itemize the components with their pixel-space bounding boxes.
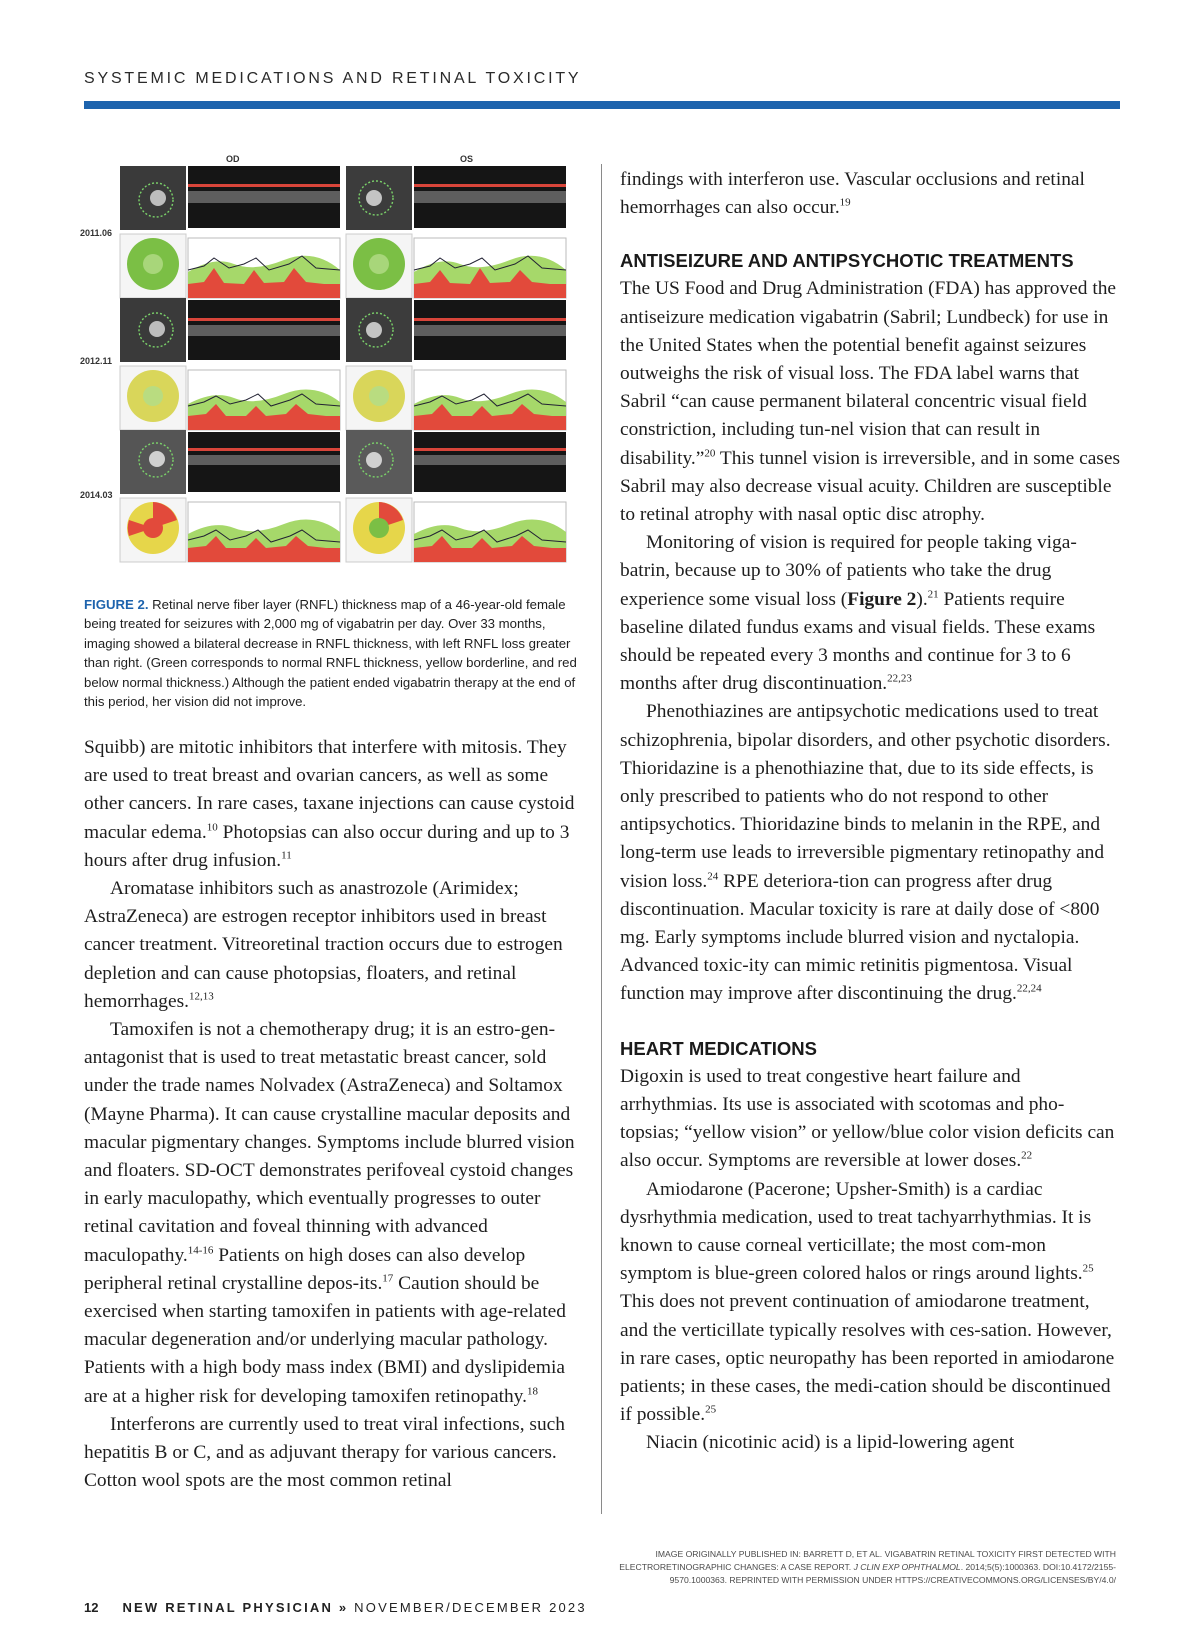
figure-2-image xyxy=(80,154,586,578)
figure-caption xyxy=(84,595,589,711)
paragraph: Phenothiazines are antipsychotic medications used to treat schizophrenia, bipolar disorders, and other psychotic disorders. Thioridazine is a phenothiazine that, due to its side effects, is only prescribed to patients who do not respond to other antipsychotics. Thioridazine binds to melanin in the RPE, and long-term use leads to irreversible pigmentary retinopathy and vision loss.$^{24}$ RPE deteriora-tion can progress after drug discontinuation. Macular toxicity is rare at daily dose of <800 mg. Early symptoms include blurred vision and nyctalopia. Advanced toxic-ity can mimic retinitis pigmentosa. Visual function may improve after discontinuing the drug.$^{22,24}$ xyxy=(620,701,1111,1005)
column-divider xyxy=(601,164,602,1514)
paragraph: Aromatase inhibitors such as anastrozole (Arimidex; AstraZeneca) are estrogen receptor inhibitors used in breast cancer treatment. Vitreoretinal traction occurs due to estrogen depletion and can cause photopsias, floaters, and retinal hemorrhages.$^{12,13}$ xyxy=(84,878,563,1012)
paragraph: Interferons are currently used to treat viral infections, such hepatitis B or C, and as adjuvant therapy for various cancers. Cotton wool spots are the most common retinal xyxy=(84,1413,565,1492)
citation: 22,23 xyxy=(887,672,912,685)
running-head: SYSTEMIC MEDICATIONS AND RETINAL TOXICITY xyxy=(84,70,582,87)
date-label: 2011.06 xyxy=(80,228,113,238)
rnfl-figure-svg xyxy=(80,154,586,578)
citation: 25 xyxy=(1082,1262,1094,1275)
figure-reference: Figure 2 xyxy=(847,588,917,610)
paragraph: Amiodarone (Pacerone; Upsher-Smith) is a cardiac dysrhythmia medication, used to treat tachyarrhythmias. It is known to cause corneal verticillate; the most com-mon symptom is blue-green colored halos or rings around lights.$^{25}$ This does not prevent continuation of amiodarone treatment, and the verticillate typically resolves with ces-sation. However, in rare cases, optic neuropathy has been reported in amiodarone patients; in these cases, the medi-cation should be discontinued if possible.$^{25}$ xyxy=(620,1178,1115,1426)
figure-label: FIGURE 2. xyxy=(84,597,149,612)
citation: 11 xyxy=(281,849,292,862)
paragraph: The US Food and Drug Administration (FDA) has approved the antiseizure medication vigabatrin (Sabril; Lundbeck) for use in the United States when the potential benefit against seizures outweighs the risk of visual loss. The FDA label warns that Sabril “can cause permanent bilateral concentric visual field constriction, including tun-nel vision that can result in disability.”$^{20}$ This tunnel vision is irreversible, and in some cases Sabril may also decrease visual acuity. Children are susceptible to retinal atrophy with nasal optic disc atrophy. xyxy=(620,278,1120,526)
paragraph: findings with interferon use. Vascular occlusions and retinal hemorrhages can also occur.$^{19}$ xyxy=(620,169,1085,219)
date-label: 2014.03 xyxy=(80,490,113,500)
citation: 22,24 xyxy=(1016,983,1042,996)
eye-label-os: OS xyxy=(460,154,474,164)
citation: 24 xyxy=(707,870,719,883)
section-heading: HEART MEDICATIONS xyxy=(620,1037,817,1059)
paragraph: Monitoring of vision is required for people taking viga-batrin, because up to 30% of patients who take the drug experience some visual loss (Figure 2).$^{21}$ Patients require baseline dilated fundus exams and visual fields. These exams should be repeated every 3 months and continue for 3 to 6 months after drug discontinuation.$^{22,23}$ xyxy=(620,532,1096,695)
eye-label-od: OD xyxy=(226,154,240,164)
section-heading: ANTISEIZURE AND ANTIPSYCHOTIC TREATMENTS xyxy=(620,250,1074,272)
citation: 21 xyxy=(927,588,939,601)
citation: 10 xyxy=(206,821,218,834)
left-column xyxy=(84,734,592,1495)
date-label: 2012.11 xyxy=(80,356,113,366)
paragraph: Digoxin is used to treat congestive heart failure and arrhythmias. Its use is associated with scotomas and pho-topsias; “yellow vision” or yellow/blue color vision deficits can also occur. Symptoms are reversible at lower doses.$^{22}$ xyxy=(620,1065,1115,1172)
paragraph: Niacin (nicotinic acid) is a lipid-lowering agent xyxy=(646,1432,1015,1454)
paragraph: Squibb) are mitotic inhibitors that interfere with mitosis. They are used to treat breast and ovarian cancers, as well as some other cancers. In rare cases, taxane injections can cause cystoid macular edema.$^{10}$ Photopsias can also occur during and up to 3 hours after drug infusion.$^{11}$ xyxy=(84,737,575,871)
image-credit: IMAGE ORIGINALLY PUBLISHED IN: BARRETT D, ET AL. VIGABATRIN RETINAL TOXICITY FIRST DETECTED WITH ELECTRORETINOGRAPHIC CHANGES: A CASE REPORT. J CLIN EXP OPHTHALMOL. 2014;5(5):1000363. DOI:10.4172/2155- 9570.1000363. REPRINTED WITH PERMISSION UNDER HTTPS://CREATIVECOMMONS.ORG/LICENSES/BY/4.0/ xyxy=(619,1549,1116,1585)
header-rule xyxy=(84,101,1120,109)
issue-date: NOVEMBER/DECEMBER 2023 xyxy=(348,1600,587,1615)
citation: 19 xyxy=(839,196,851,209)
page-number: 12 xyxy=(84,1600,99,1615)
citation: 17 xyxy=(382,1272,394,1285)
citation: 12,13 xyxy=(189,990,214,1003)
citation: 25 xyxy=(705,1403,717,1416)
figure-caption-text: Retinal nerve fiber layer (RNFL) thickness map of a 46-year-old female being treated for seizures with 2,000 mg of vigabatrin per day. Over 33 months, imaging showed a bilateral decrease in RNFL thickness, with left RNFL loss greater than right. (Green corresponds to normal RNFL thickness, yellow borderline, and red below normal thickness.) Although the patient ended vigabatrin therapy at the end of this period, her vision did not improve. xyxy=(84,597,577,710)
paragraph: Tamoxifen is not a chemotherapy drug; it is an estro-gen-antagonist that is used to treat metastatic breast cancer, sold under the trade names Nolvadex (AstraZeneca) and Soltamox (Mayne Pharma). It can cause crystalline macular deposits and macular pigmentary changes. Symptoms include blurred vision and floaters. SD-OCT demonstrates perifoveal cystoid changes in early maculopathy, which eventually progresses to outer retinal cavitation and foveal thinning with advanced maculopathy.$^{14-16}$ Patients on high doses can also develop peripheral retinal crystalline depos-its.$^{17}$ Caution should be exercised when starting tamoxifen in patients with age-related macular degeneration and/or underlying macular pathology. Patients with a high body mass index (BMI) and dyslipidemia are at a higher risk for developing tamoxifen retinopathy.$^{18}$ xyxy=(84,1019,575,1407)
citation: 20 xyxy=(704,447,716,460)
citation: 18 xyxy=(526,1385,538,1398)
citation: 22 xyxy=(1021,1149,1033,1162)
right-column xyxy=(620,166,1122,1458)
citation: 14-16 xyxy=(187,1244,214,1257)
page-footer xyxy=(84,1600,587,1615)
publication-name: NEW RETINAL PHYSICIAN » xyxy=(122,1600,349,1615)
